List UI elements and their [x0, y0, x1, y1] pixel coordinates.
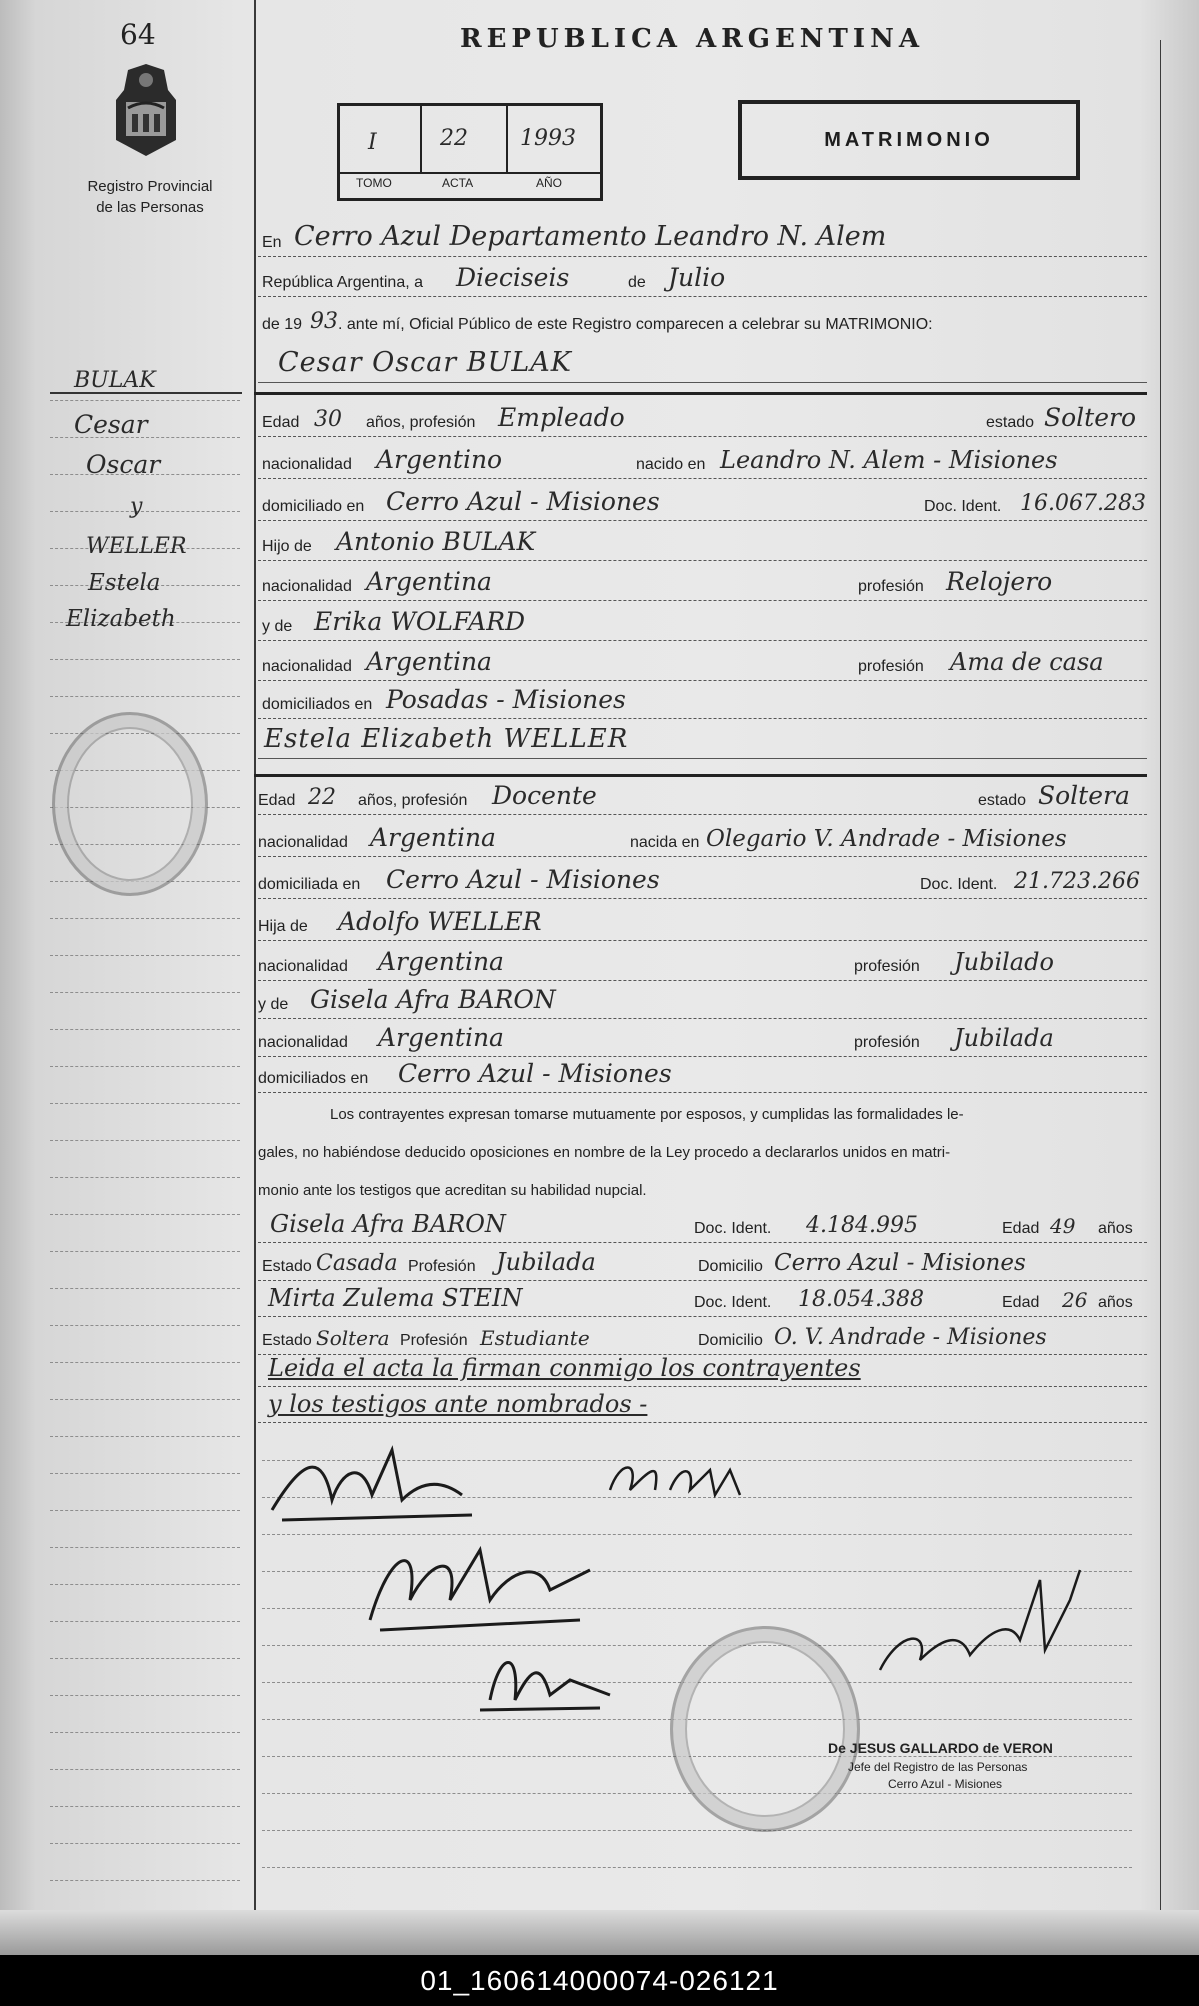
declaration-line-1: Los contrayentes expresan tomarse mutuamente por esposos, y cumplidas las formalidades le-	[330, 1106, 964, 1123]
official-signature	[870, 1560, 1090, 1695]
day-value: Dieciseis	[456, 263, 570, 292]
declaration-line-2: gales, no habiéndose deducido oposiciones en nombre de la Ley procedo a declararlos unidos en matri-	[258, 1144, 951, 1161]
groom-mother-details-line: nacionalidad Argentina profesión Ama de casa	[258, 644, 1147, 681]
year-value: 93	[310, 309, 338, 334]
bride-signature	[600, 1450, 760, 1515]
right-border-line	[1160, 40, 1161, 1910]
official-name: De JESUS GALLARDO de VERON	[828, 1740, 1053, 1756]
witness-2-name: Mirta Zulema STEIN	[268, 1284, 523, 1312]
witness-2-signature	[470, 1640, 620, 1725]
bride-separator	[254, 774, 1147, 777]
bride-parents-address-line: domiciliados en Cerro Azul - Misiones	[258, 1056, 1147, 1093]
margin-name-2: Oscar	[86, 450, 161, 479]
bride-mother-line: y de Gisela Afra BARON	[258, 982, 1147, 1019]
margin-ruled-line	[50, 1880, 240, 1881]
groom-parents-address-line: domiciliados en Posadas - Misiones	[258, 682, 1147, 719]
margin-ruled-line	[50, 992, 240, 993]
margin-ruled-line	[50, 1251, 240, 1252]
bride-father-line: Hija de Adolfo WELLER	[258, 904, 1147, 941]
margin-name-4: Elizabeth	[66, 606, 176, 632]
intro-date-line: República Argentina, a Dieciseis de Julio	[258, 260, 1147, 297]
groom-name-line	[258, 346, 1147, 383]
margin-ruled-line	[50, 1436, 240, 1437]
margin-ruled-line	[50, 1547, 240, 1548]
record-number-box	[337, 103, 603, 201]
margin-ruled-line	[50, 1177, 240, 1178]
witness-1-line: Gisela Afra BARON Doc. Ident. 4.184.995 Edad 49 años	[258, 1206, 1147, 1243]
margin-ruled-line	[50, 400, 240, 401]
bride-address-line: domiciliada en Cerro Azul - Misiones Doc. Ident. 21.723.266	[258, 862, 1147, 899]
page-bottom-edge	[0, 1910, 1199, 1955]
margin-ruled-line	[50, 511, 240, 512]
bride-name-line	[258, 722, 1147, 759]
margin-ruled-line	[50, 1843, 240, 1844]
closing-line-1: Leida el acta la firman conmigo los contrayentes	[258, 1350, 1147, 1387]
groom-father-line: Hijo de Antonio BULAK	[258, 524, 1147, 561]
registry-name-line-1: Registro Provincial	[87, 178, 213, 195]
place-value: Cerro Azul Departamento Leandro N. Alem	[294, 221, 887, 252]
margin-ruled-line	[50, 1510, 240, 1511]
margin-ruled-line	[50, 1806, 240, 1807]
margin-conjunction: y	[130, 494, 143, 519]
signature-ruled-line	[262, 1830, 1132, 1831]
witness-1-name: Gisela Afra BARON	[270, 1210, 506, 1238]
groom-signature	[262, 1440, 482, 1535]
groom-name: Cesar Oscar BULAK	[278, 347, 572, 378]
margin-ruled-line	[50, 1399, 240, 1400]
witness-1-details-line: Estado Casada Profesión Jubilada Domicilio Cerro Azul - Misiones	[258, 1244, 1147, 1281]
margin-separator	[50, 392, 242, 394]
tomo-value: I	[368, 130, 377, 155]
margin-ruled-line	[50, 955, 240, 956]
provincial-seal-icon	[106, 60, 186, 160]
bride-name: Estela Elizabeth WELLER	[264, 724, 629, 754]
margin-ruled-line	[50, 659, 240, 660]
registry-stamp-icon	[52, 712, 208, 896]
groom-address-line: domiciliado en Cerro Azul - Misiones Doc. Ident. 16.067.283	[258, 484, 1147, 521]
margin-surname-bride: WELLER	[86, 534, 187, 559]
groom-separator	[254, 392, 1147, 395]
witness-2-details-line: Estado Soltera Profesión Estudiante Domicilio O. V. Andrade - Misiones	[258, 1318, 1147, 1355]
margin-ruled-line	[50, 1362, 240, 1363]
bride-father-details-line: nacionalidad Argentina profesión Jubilado	[258, 944, 1147, 981]
groom-nationality-line: nacionalidad Argentino nacido en Leandro N. Alem - Misiones	[258, 442, 1147, 479]
margin-ruled-line	[50, 1029, 240, 1030]
margin-ruled-line	[50, 1103, 240, 1104]
tomo-label: TOMO	[356, 176, 392, 190]
signature-ruled-line	[262, 1867, 1132, 1868]
page-number: 64	[120, 18, 156, 51]
bride-nationality-line: nacionalidad Argentina nacida en Olegario V. Andrade - Misiones	[258, 820, 1147, 857]
margin-ruled-line	[50, 1732, 240, 1733]
witness-2-line: Mirta Zulema STEIN Doc. Ident. 18.054.388 Edad 26 años	[258, 1280, 1147, 1317]
registry-name-line-2: de las Personas	[96, 199, 204, 216]
official-place: Cerro Azul - Misiones	[888, 1777, 1003, 1791]
margin-ruled-line	[50, 1325, 240, 1326]
groom-father-details-line: nacionalidad Argentina profesión Relojero	[258, 564, 1147, 601]
official-stamp-icon	[670, 1626, 860, 1832]
margin-ruled-line	[50, 696, 240, 697]
certificate-type: MATRIMONIO	[738, 100, 1080, 180]
margin-ruled-line	[50, 1769, 240, 1770]
margin-ruled-line	[50, 1621, 240, 1622]
intro-statement-line: de 19 93 . ante mí, Oficial Público de este Registro comparecen a celebrar su MATRIMONIO:	[262, 309, 933, 334]
margin-name-3: Estela	[88, 570, 161, 596]
official-role: Jefe del Registro de las Personas	[848, 1760, 1028, 1774]
intro-place-line: En Cerro Azul Departamento Leandro N. Alem	[258, 220, 1147, 257]
anio-value: 1993	[520, 126, 576, 151]
anio-label: AÑO	[536, 176, 563, 190]
margin-surname-groom: BULAK	[74, 368, 156, 393]
margin-name-1: Cesar	[74, 410, 148, 439]
bride-mother-details-line: nacionalidad Argentina profesión Jubilada	[258, 1020, 1147, 1057]
margin-ruled-line	[50, 1140, 240, 1141]
month-value: Julio	[668, 263, 726, 292]
margin-ruled-line	[50, 1214, 240, 1215]
margin-ruled-line	[50, 1473, 240, 1474]
acta-label: ACTA	[442, 176, 474, 190]
declaration-line-3: monio ante los testigos que acreditan su habilidad nupcial.	[258, 1182, 647, 1199]
margin-ruled-line	[50, 1695, 240, 1696]
groom-age-line: Edad 30 años, profesión Empleado estado Soltero	[258, 400, 1147, 437]
margin-ruled-line	[50, 1288, 240, 1289]
witness-1-signature	[350, 1530, 610, 1645]
acta-value: 22	[440, 126, 468, 151]
closing-line-2: y los testigos ante nombrados -	[258, 1386, 1147, 1423]
scan-id-footer: 01_160614000074-026121	[0, 1955, 1199, 2006]
groom-mother-line: y de Erika WOLFARD	[258, 604, 1147, 641]
margin-ruled-line	[50, 1584, 240, 1585]
document-title: REPUBLICA ARGENTINA	[460, 24, 925, 54]
margin-ruled-line	[50, 1066, 240, 1067]
bride-age-line: Edad 22 años, profesión Docente estado Soltera	[258, 778, 1147, 815]
margin-ruled-line	[50, 918, 240, 919]
margin-divider	[254, 0, 256, 1955]
margin-ruled-line	[50, 1658, 240, 1659]
